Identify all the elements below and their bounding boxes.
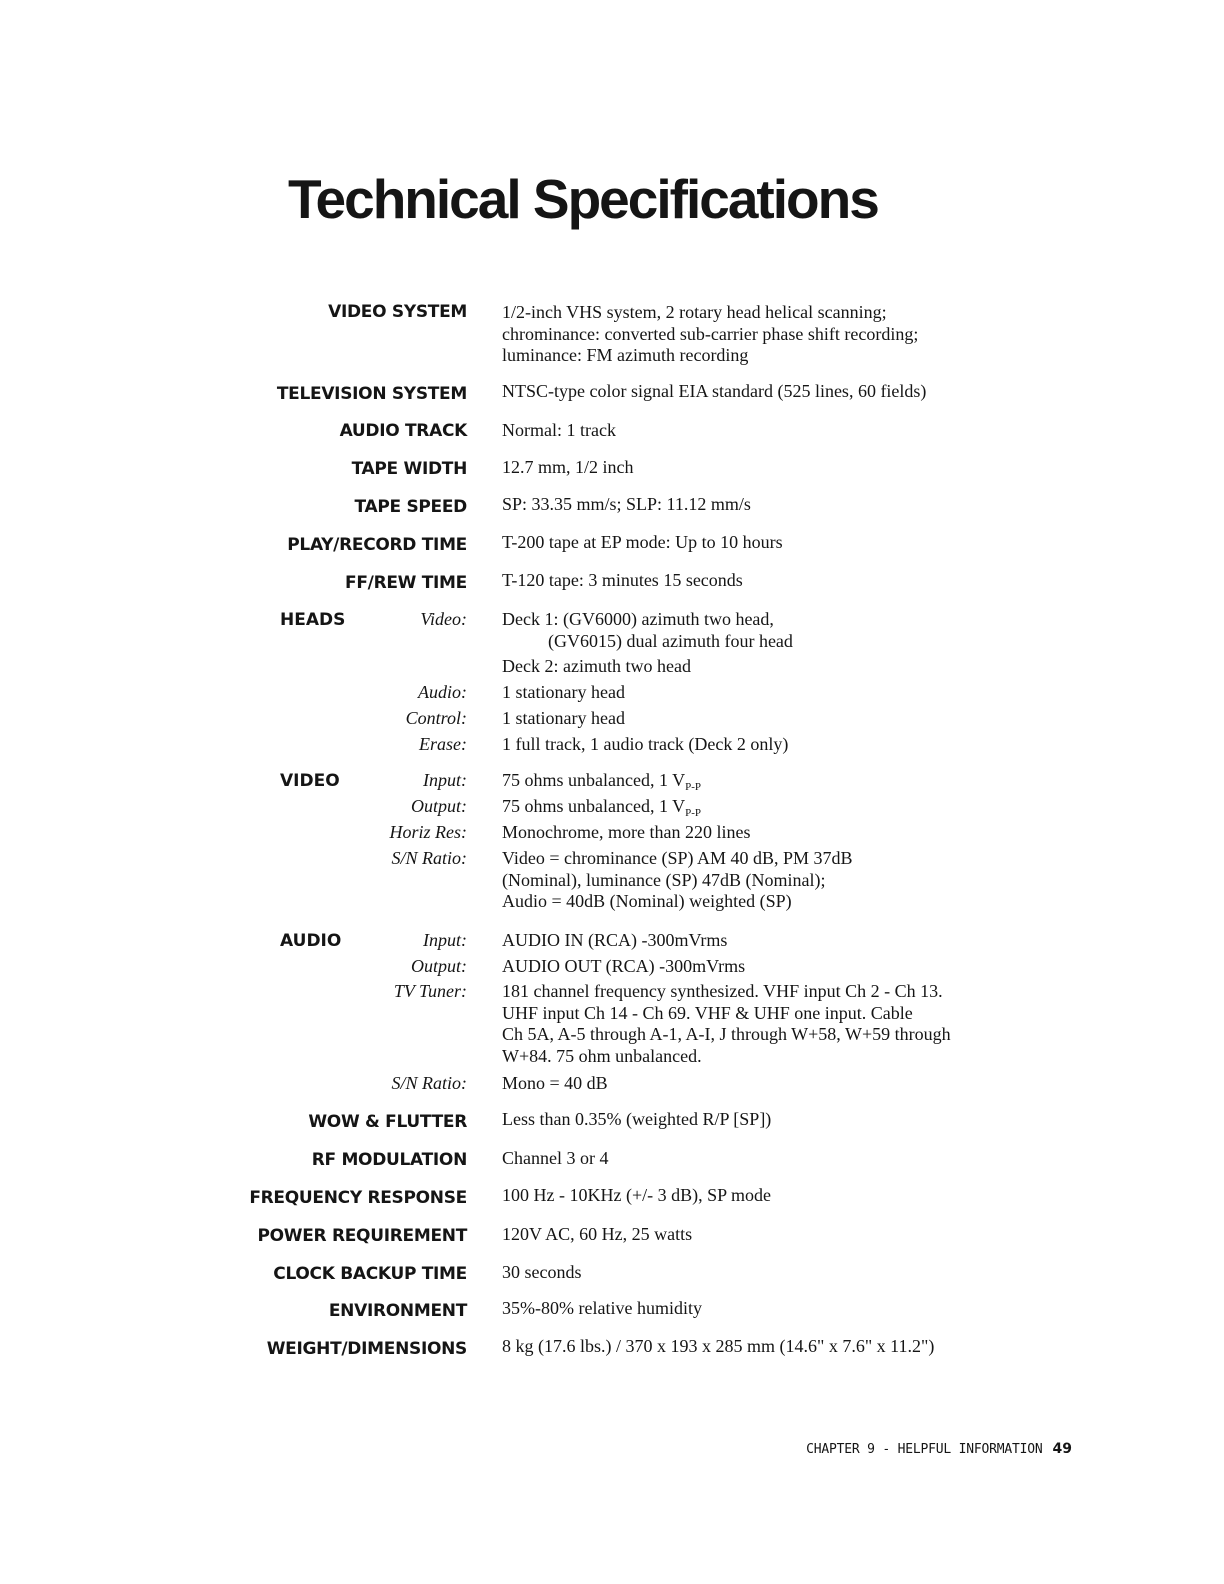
- spec-label: FF/REW TIME: [345, 573, 467, 593]
- spec-value-text: 75 ohms unbalanced, 1 V: [502, 796, 686, 816]
- spec-value: [502, 609, 1062, 678]
- spec-value-line: Video = chrominance (SP) AM 40 dB, PM 37dB: [502, 848, 853, 868]
- spec-value-subscript: P-P: [685, 807, 702, 819]
- spec-value: 100 Hz - 10KHz (+/- 3 dB), SP mode: [502, 1185, 771, 1205]
- spec-value: Channel 3 or 4: [502, 1148, 609, 1168]
- spec-value: AUDIO IN (RCA) -300mVrms: [502, 930, 728, 950]
- spec-value: [502, 848, 1062, 913]
- spec-value: SP: 33.35 mm/s; SLP: 11.12 mm/s: [502, 494, 751, 514]
- spec-value: 30 seconds: [502, 1262, 582, 1282]
- spec-value: 1 stationary head: [502, 708, 625, 728]
- footer-chapter-title: CHAPTER 9 - HELPFUL INFORMATION: [806, 1442, 1043, 1457]
- spec-sub-label: Video:: [420, 609, 467, 629]
- spec-value: Mono = 40 dB: [502, 1073, 608, 1093]
- spec-value-line: UHF input Ch 14 - Ch 69. VHF & UHF one input. Cable: [502, 1002, 913, 1023]
- spec-label: ENVIRONMENT: [328, 1301, 467, 1321]
- spec-value: 12.7 mm, 1/2 inch: [502, 457, 634, 477]
- spec-value: Monochrome, more than 220 lines: [502, 822, 751, 842]
- spec-label: WEIGHT/DIMENSIONS: [266, 1339, 467, 1359]
- spec-value-line: W+84. 75 ohm unbalanced.: [502, 1045, 702, 1066]
- spec-value-line: (GV6015) dual azimuth four head: [548, 630, 793, 651]
- spec-label: AUDIO TRACK: [339, 421, 467, 441]
- spec-label: RF MODULATION: [311, 1150, 467, 1170]
- page-footer: [806, 1439, 1072, 1460]
- spec-sub-label: S/N Ratio:: [391, 848, 467, 868]
- spec-value-line: Ch 5A, A-5 through A-1, A-I, J through W+58, W+59 through: [502, 1024, 951, 1044]
- spec-value: 1 full track, 1 audio track (Deck 2 only): [502, 734, 789, 754]
- spec-sub-label: Output:: [411, 796, 467, 816]
- spec-sub-label: TV Tuner:: [393, 981, 467, 1001]
- spec-label: PLAY/RECORD TIME: [287, 535, 467, 555]
- page-number: 49: [1052, 1441, 1072, 1457]
- spec-label: TELEVISION SYSTEM: [276, 384, 467, 404]
- spec-value: [502, 770, 1062, 792]
- spec-label: VIDEO SYSTEM: [328, 302, 467, 322]
- spec-value: NTSC-type color signal EIA standard (525 lines, 60 fields): [502, 381, 927, 401]
- spec-value-text: 75 ohms unbalanced, 1 V: [502, 770, 686, 790]
- spec-value-line: chrominance: converted sub-carrier phase shift recording;: [502, 323, 919, 344]
- spec-sub-label: Erase:: [419, 734, 467, 754]
- spec-value: T-200 tape at EP mode: Up to 10 hours: [502, 532, 783, 552]
- spec-value-subscript: P-P: [685, 781, 702, 793]
- spec-label: TAPE WIDTH: [351, 459, 467, 479]
- spec-value-line: 181 channel frequency synthesized. VHF input Ch 2 - Ch 13.: [502, 981, 943, 1001]
- spec-sub-label: Control:: [405, 708, 467, 728]
- spec-value: 120V AC, 60 Hz, 25 watts: [502, 1224, 693, 1244]
- spec-group-label: HEADS: [280, 610, 346, 630]
- spec-sub-label: Input:: [423, 770, 467, 790]
- spec-label: POWER REQUIREMENT: [257, 1226, 467, 1246]
- spec-value-line: Audio = 40dB (Nominal) weighted (SP): [502, 891, 792, 911]
- spec-label: TAPE SPEED: [354, 497, 467, 517]
- spec-value: [502, 981, 1062, 1067]
- page-title: Technical Specifications: [288, 168, 878, 230]
- spec-value: Less than 0.35% (weighted R/P [SP]): [502, 1109, 772, 1129]
- spec-sub-label: Output:: [411, 956, 467, 976]
- spec-value-line: Deck 2: azimuth two head: [502, 656, 691, 676]
- spec-value: 35%-80% relative humidity: [502, 1298, 702, 1318]
- spec-group-label: AUDIO: [280, 931, 342, 951]
- spec-value: [502, 796, 1062, 818]
- spec-value: [502, 302, 1062, 367]
- spec-value: T-120 tape: 3 minutes 15 seconds: [502, 570, 743, 590]
- spec-label: CLOCK BACKUP TIME: [273, 1264, 467, 1284]
- spec-label: FREQUENCY RESPONSE: [249, 1188, 467, 1208]
- spec-value: 8 kg (17.6 lbs.) / 370 x 193 x 285 mm (14.6" x 7.6" x 11.2"): [502, 1336, 935, 1356]
- spec-value-line: 1/2-inch VHS system, 2 rotary head helical scanning;: [502, 302, 887, 322]
- spec-sub-label: Horiz Res:: [389, 822, 467, 842]
- spec-sub-label: Input:: [423, 930, 467, 950]
- spec-value: 1 stationary head: [502, 682, 625, 702]
- spec-value-line: Deck 1: (GV6000) azimuth two head,: [502, 609, 774, 629]
- spec-value-line: (Nominal), luminance (SP) 47dB (Nominal);: [502, 869, 826, 890]
- spec-label: WOW & FLUTTER: [308, 1112, 467, 1132]
- spec-sub-label: Audio:: [418, 682, 467, 702]
- spec-sub-label: S/N Ratio:: [391, 1073, 467, 1093]
- spec-group-label: VIDEO: [280, 771, 340, 791]
- spec-value: AUDIO OUT (RCA) -300mVrms: [502, 956, 746, 976]
- spec-value: Normal: 1 track: [502, 420, 616, 440]
- spec-value-line: luminance: FM azimuth recording: [502, 345, 749, 365]
